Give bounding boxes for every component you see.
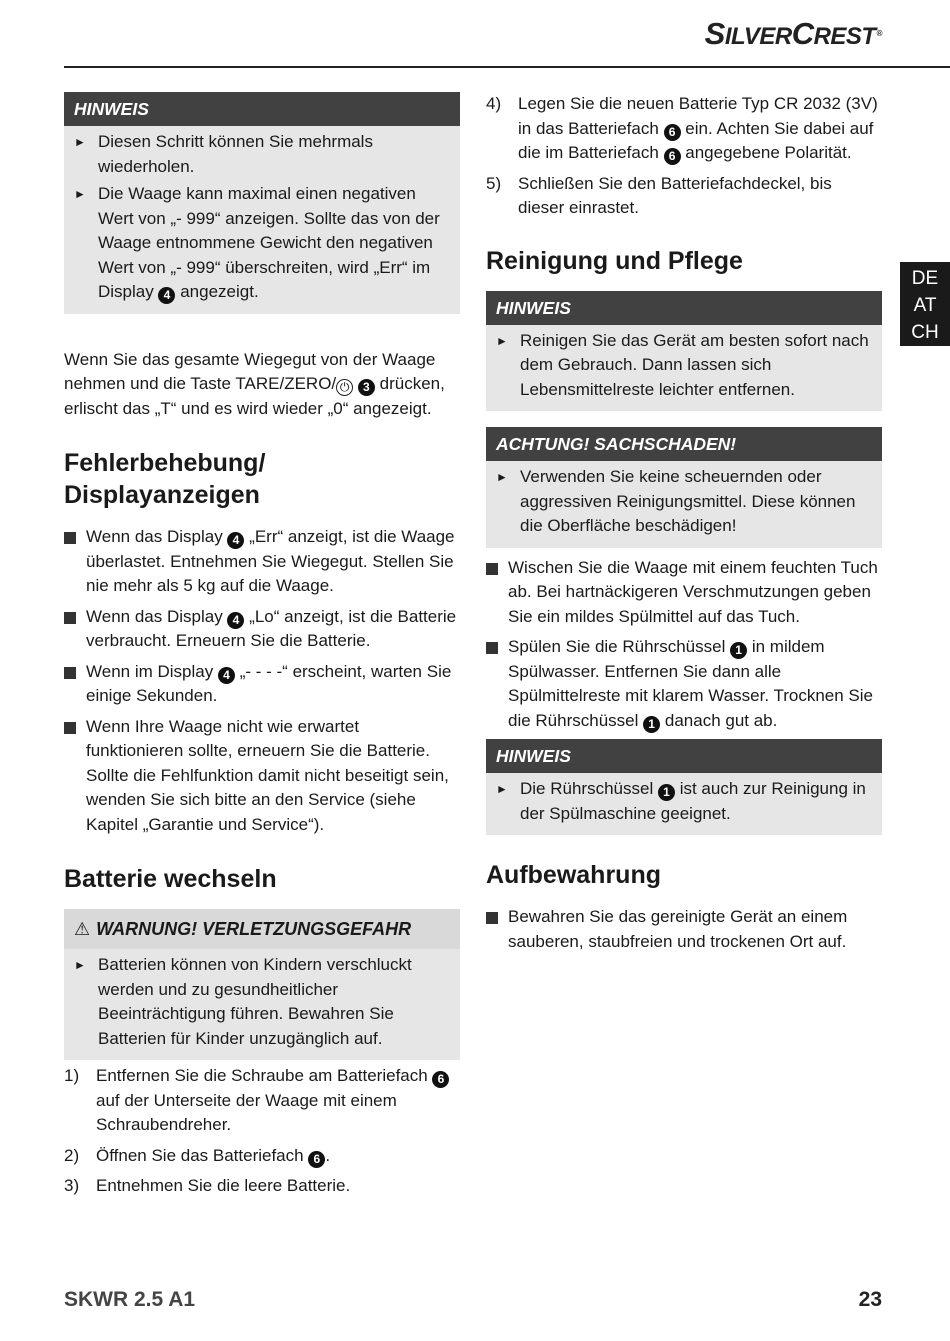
caution-text: Verwenden Sie keine scheuernden oder aggressiven Reinigungsmittel. Diese können die Oberfläche beschädigen! — [520, 467, 856, 535]
list-item — [486, 905, 882, 954]
step-item: 2) Öffnen Sie das Batteriefach 6 . — [64, 1145, 331, 1166]
battery-compartment-ref-badge: 6 — [664, 124, 681, 141]
step-item: 4) Legen Sie die neuen Batterie Typ CR 2032 (3V) in das Batteriefach 6 ein. Achten Sie dabei auf die im Batteriefach 6 angegebene Polarität. — [486, 94, 878, 163]
lang-ch: CH — [911, 322, 939, 343]
arrow-icon: ► — [496, 470, 508, 484]
page-number: 23 — [858, 1288, 882, 1311]
note-item — [496, 777, 872, 826]
display-ref-badge: 4 — [158, 287, 175, 304]
warning-box — [64, 909, 460, 1060]
section-heading-batterie: Batterie wechseln — [64, 865, 277, 893]
list-item — [486, 556, 882, 630]
note-text: Diesen Schritt können Sie mehrmals wiederholen. — [98, 132, 373, 176]
list-item: Wenn im Display 4 „- - - -“ erscheint, warten Sie einige Sekunden. — [64, 660, 460, 709]
bowl-ref-badge: 1 — [658, 784, 675, 801]
display-ref-badge: 4 — [227, 612, 244, 629]
step-item: 5) Schließen Sie den Batteriefachdeckel, bis dieser einrastet. — [486, 173, 832, 217]
list-item — [64, 715, 460, 838]
list-text: Bewahren Sie das gereinigte Gerät an einem sauberen, staubfreien und trockenen Ort auf. — [508, 907, 848, 951]
note-box — [486, 291, 882, 412]
header-rule — [64, 66, 950, 68]
tare-ref-badge: 3 — [358, 379, 375, 396]
note-title: HINWEIS — [486, 739, 882, 773]
note-text: Die Waage kann maximal einen negativen Wert von „- 999“ anzeigen. Sollte das von der Waage entnommene Gewicht den negativen Wert von „- 999“ überschreiten, wird „Err“ im Display 4 angezeigt. — [98, 184, 440, 302]
bullet-square-icon — [486, 912, 498, 924]
language-tab — [900, 262, 950, 346]
step-item: 1) Entfernen Sie die Schraube am Batteriefach 6 auf der Unterseite der Waage mit einem Schraubendreher. — [64, 1064, 460, 1138]
note-item — [74, 182, 450, 305]
note-title: HINWEIS — [64, 92, 460, 126]
right-column — [486, 92, 882, 960]
lang-at: AT — [913, 295, 937, 316]
list-text: Wenn Ihre Waage nicht wie erwartet funktionieren sollte, erneuern Sie die Batterie. Sollte die Fehlfunktion damit nicht beseitigt sein, wenden Sie sich bitte an den Service (siehe Kapitel „Garantie und Service“). — [86, 716, 449, 834]
note-item — [74, 130, 450, 179]
section-heading-reinigung: Reinigung und Pflege — [486, 246, 743, 275]
arrow-icon: ► — [496, 782, 508, 796]
step-item: 3) Entnehmen Sie die leere Batterie. — [64, 1176, 351, 1195]
warning-item — [74, 953, 450, 1051]
note-item — [496, 329, 872, 403]
arrow-icon: ► — [74, 187, 86, 201]
logo-letters: REST — [813, 23, 876, 50]
display-ref-badge: 4 — [227, 532, 244, 549]
note-title: HINWEIS — [486, 291, 882, 325]
bullet-square-icon — [486, 642, 498, 654]
list-item: Wenn das Display 4 „Lo“ anzeigt, ist die Batterie verbraucht. Erneuern Sie die Batterie. — [64, 605, 460, 654]
footer-model: SKWR 2.5 A1 — [64, 1288, 196, 1311]
bowl-ref-badge: 1 — [643, 716, 660, 733]
left-column — [64, 92, 460, 1205]
display-ref-badge: 4 — [218, 667, 235, 684]
arrow-icon: ► — [74, 135, 86, 149]
bullet-square-icon — [486, 563, 498, 575]
list-item: Wenn das Display 4 „Err“ anzeigt, ist die Waage überlastet. Entnehmen Sie Wiegegut. Stellen Sie nie mehr als 5 kg auf die Waage. — [64, 525, 460, 599]
bullet-square-icon — [64, 667, 76, 679]
note-box — [486, 739, 882, 835]
logo-letter: C — [791, 16, 814, 51]
section-heading-aufbewahrung: Aufbewahrung — [486, 861, 661, 889]
note-text: Reinigen Sie das Gerät am besten sofort nach dem Gebrauch. Dann lassen sich Lebensmittelreste leichter entfernen. — [520, 330, 869, 399]
paragraph: Wenn Sie das gesamte Wiegegut von der Waage nehmen und die Taste TARE/ZERO/ ⏻ 3 drücken, erlischt das „T“ und es wird wieder „0“ angezeigt. — [64, 349, 445, 418]
logo-letter: S — [704, 16, 725, 51]
lang-de: DE — [911, 268, 939, 289]
bullet-square-icon — [64, 722, 76, 734]
note-text: Die Rührschüssel 1 ist auch zur Reinigung in der Spülmaschine geeignet. — [520, 779, 866, 823]
caution-item — [496, 465, 872, 539]
bullet-square-icon — [64, 532, 76, 544]
power-icon: ⏻ — [336, 379, 353, 396]
registered-mark: ® — [876, 29, 882, 38]
battery-compartment-ref-badge: 6 — [308, 1151, 325, 1168]
caution-box — [486, 427, 882, 548]
bowl-ref-badge: 1 — [730, 642, 747, 659]
battery-compartment-ref-badge: 6 — [432, 1071, 449, 1088]
note-box — [64, 92, 460, 314]
logo-letters: ILVER — [724, 23, 792, 50]
arrow-icon: ► — [496, 333, 508, 348]
battery-compartment-ref-badge: 6 — [664, 148, 681, 165]
bullet-square-icon — [64, 612, 76, 624]
warning-triangle-icon: ⚠ — [74, 919, 91, 939]
list-item: Spülen Sie die Rührschüssel 1 in mildem Spülwasser. Entfernen Sie dann alle Spülmittelreste mit klarem Wasser. Trocknen Sie die Rührschüssel 1 danach gut ab. — [486, 635, 882, 733]
warning-text: Batterien können von Kindern verschluckt werden und zu gesundheitlicher Beeinträchtigung führen. Bewahren Sie Batterien für Kinder unzugänglich auf. — [98, 955, 412, 1048]
brand-logo — [704, 16, 882, 51]
list-text: Wischen Sie die Waage mit einem feuchten Tuch ab. Bei hartnäckigeren Verschmutzungen geben Sie ein mildes Spülmittel auf das Tuch. — [508, 557, 878, 626]
arrow-icon: ► — [74, 958, 86, 972]
section-heading-fehlerbehebung: Fehlerbehebung/ Displayanzeigen — [64, 449, 266, 509]
warning-title: ⚠ WARNUNG! VERLETZUNGSGEFAHR — [64, 909, 460, 949]
caution-title: ACHTUNG! SACHSCHADEN! — [486, 427, 882, 461]
